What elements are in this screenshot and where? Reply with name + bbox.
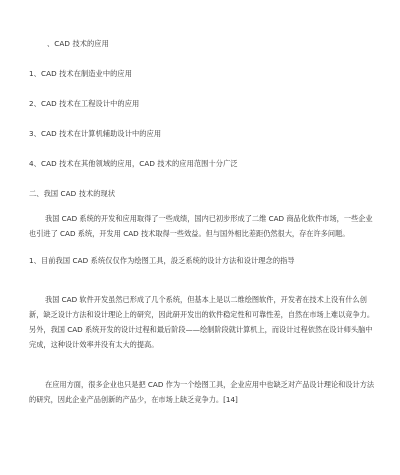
list-item-drawing-tool-only: 1、目前我国 CAD 系统仅仅作为绘图工具，設乏系统的设计方法和设计理念的指导 [29,256,295,265]
paragraph-text: 我国 CAD 系统的开发和应用取得了一些成绩，国内已初步形成了二维 CAD 商品化软件市场，一些企业也引进了 CAD 系统，开发用 CAD 技术取得一些效益。但与国外相比差距仍然很大，存在许多问题。 [29,214,373,238]
section-heading-current-status: 二、我国 CAD 技术的现状 [29,189,116,198]
list-item-computer-aided-design: 3、CAD 技术在计算机辅助设计中的应用 [29,129,162,138]
paragraph-text: 在应用方面，很多企业也只是把 CAD 作为一个绘图工具，企业应用中也缺乏对产品设计理论和设计方法的研究，因此企业产品创新的产品少，在市场上缺乏竞争力。[14] [29,380,375,404]
list-item-other-fields: 4、CAD 技术在其他领域的应用，CAD 技术的应用范围十分广泛 [29,159,238,168]
paragraph-status-overview [29,211,379,241]
list-item-manufacturing: 1、CAD 技术在制造业中的应用 [29,69,132,78]
paragraph-enterprise-application [29,377,379,407]
paragraph-software-development [29,292,379,352]
paragraph-text: 我国 CAD 软件开发虽然已形成了几个系统，但基本上是以二维绘图软件，开发者在技术上没有什么创新，缺乏设计方法和设计理论上的研究，因此研开发出的软件稳定性和可靠性差，自然在市场上难以竞争力。另外，我国 CAD 系统开发的设计过程和最后阶段——绘制阶段就计算机上，而设计过程依然在设计师头脑中完成，这种设计效率并没有太大的提高。 [29,295,375,349]
list-item-engineering-design: 2、CAD 技术在工程设计中的应用 [29,99,140,108]
section-heading-applications: 、CAD 技术的应用 [47,39,109,48]
